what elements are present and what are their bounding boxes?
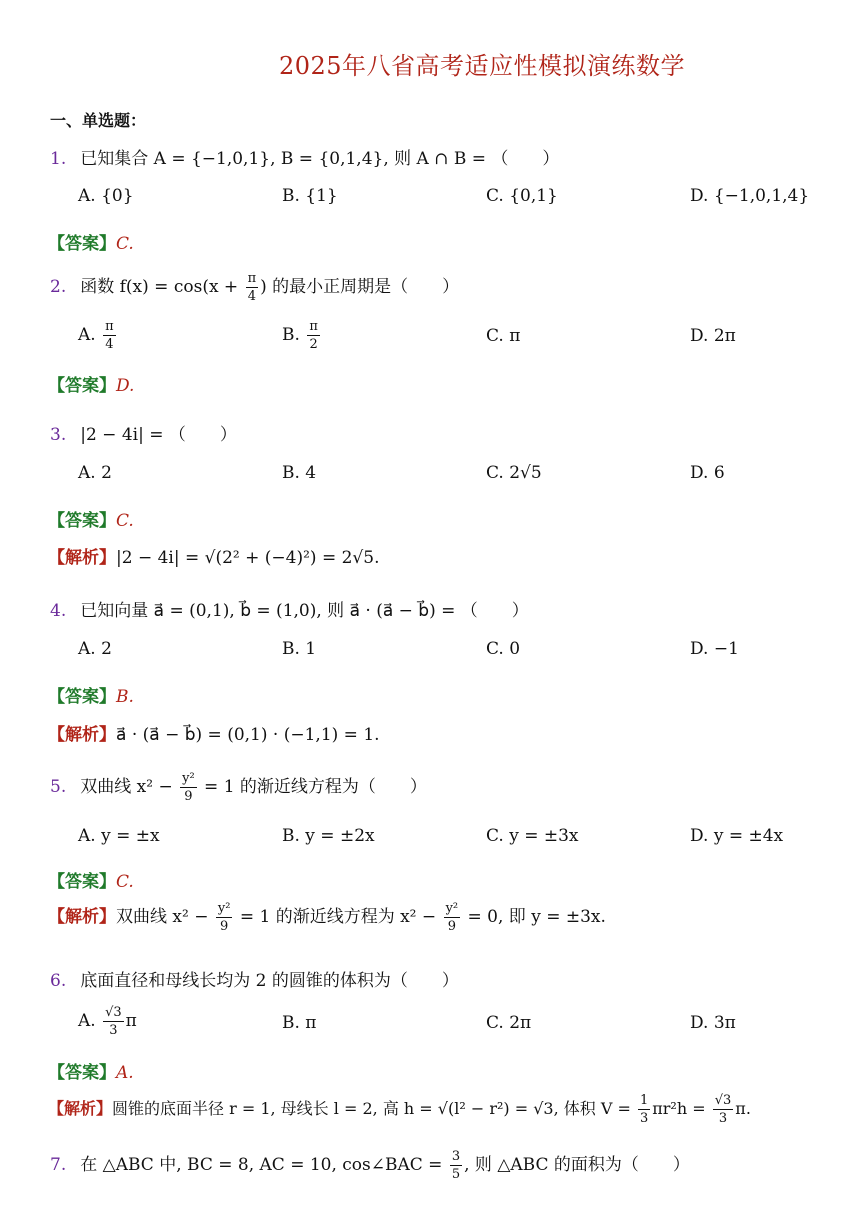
question-text: 已知向量 a⃗ = (0,1), b⃗ = (1,0), 则 a⃗ · (a⃗ − b⃗) = （ ） bbox=[80, 601, 529, 621]
fraction bbox=[216, 902, 233, 933]
fraction-numerator: π bbox=[247, 271, 257, 286]
q6-explanation bbox=[48, 1094, 751, 1125]
fraction-numerator: y² bbox=[217, 901, 231, 916]
fraction-numerator: 3 bbox=[451, 1149, 461, 1164]
question-text: |2 − 4i| = （ ） bbox=[80, 425, 237, 445]
q6-option-b: B. π bbox=[282, 1013, 317, 1033]
answer-tag: 【答案】 bbox=[48, 1063, 116, 1083]
q3-explanation bbox=[48, 543, 379, 568]
fraction-denominator: 5 bbox=[451, 1167, 461, 1182]
fraction-numerator: π bbox=[309, 319, 318, 334]
q5-option-c: C. y = ±3x bbox=[486, 826, 579, 846]
question-text-pre: 在 △ABC 中, BC = 8, AC = 10, cos∠BAC = bbox=[80, 1155, 448, 1175]
fraction-numerator: π bbox=[105, 319, 114, 334]
answer-value: C. bbox=[116, 234, 134, 254]
question-text: 底面直径和母线长均为 2 的圆锥的体积为（ ） bbox=[80, 971, 459, 991]
question-number: 6. bbox=[50, 971, 67, 991]
question-text-post: , 则 △ABC 的面积为（ ） bbox=[464, 1155, 690, 1175]
fraction-numerator: √3 bbox=[105, 1005, 122, 1020]
answer-value: A. bbox=[116, 1063, 134, 1083]
question-number: 3. bbox=[50, 425, 67, 445]
question-number: 7. bbox=[50, 1155, 67, 1175]
answer-value: C. bbox=[116, 511, 134, 531]
option-label: B. bbox=[282, 325, 300, 345]
q2-option-b bbox=[282, 320, 322, 351]
q1-option-b: B. {1} bbox=[282, 186, 338, 206]
q1-option-a: A. {0} bbox=[78, 186, 134, 206]
answer-value: B. bbox=[116, 687, 134, 707]
fraction bbox=[444, 902, 461, 933]
q4-explanation bbox=[48, 720, 380, 745]
question-6 bbox=[50, 966, 459, 991]
question-5 bbox=[50, 772, 427, 803]
fraction-denominator: 9 bbox=[220, 919, 229, 934]
question-text: 已知集合 A = {−1,0,1}, B = {0,1,4}, 则 A ∩ B = （ ） bbox=[80, 149, 560, 169]
answer-value: D. bbox=[116, 376, 135, 396]
fraction-denominator: 9 bbox=[184, 789, 193, 804]
fraction-denominator: 3 bbox=[639, 1111, 649, 1126]
explanation-tag: 【解析】 bbox=[48, 1099, 113, 1118]
option-label: A. bbox=[78, 325, 96, 345]
question-number: 2. bbox=[50, 277, 67, 297]
q1-answer bbox=[48, 229, 134, 254]
explanation-tag: 【解析】 bbox=[48, 548, 116, 568]
question-1 bbox=[50, 144, 559, 169]
explanation-text-pre: 双曲线 x² − bbox=[116, 907, 214, 927]
explanation-text: a⃗ · (a⃗ − b⃗) = (0,1) · (−1,1) = 1. bbox=[116, 725, 380, 745]
q3-option-c: C. 2√5 bbox=[486, 463, 542, 483]
fraction bbox=[638, 1094, 650, 1125]
q4-option-d: D. −1 bbox=[690, 639, 739, 659]
q6-option-a bbox=[78, 1006, 137, 1037]
question-text-post: = 1 的渐近线方程为（ ） bbox=[198, 777, 427, 797]
q6-answer bbox=[48, 1058, 134, 1083]
question-text-post: ) 的最小正周期是（ ） bbox=[260, 277, 460, 297]
fraction bbox=[103, 1006, 124, 1037]
fraction-denominator: 9 bbox=[447, 919, 456, 934]
fraction-denominator: 2 bbox=[309, 337, 318, 352]
explanation-text: |2 − 4i| = √(2² + (−4)²) = 2√5. bbox=[116, 548, 380, 568]
question-text-pre: 函数 f(x) = cos(x + bbox=[80, 277, 244, 297]
page-title: 2025年八省高考适应性模拟演练数学 bbox=[278, 52, 686, 80]
explanation-text-post: π. bbox=[735, 1099, 751, 1118]
q3-option-d: D. 6 bbox=[690, 463, 725, 483]
fraction bbox=[246, 272, 259, 303]
question-7 bbox=[50, 1150, 690, 1181]
fraction-denominator: 3 bbox=[109, 1023, 118, 1038]
q2-option-a bbox=[78, 320, 118, 351]
fraction bbox=[450, 1150, 462, 1181]
q6-option-c: C. 2π bbox=[486, 1013, 532, 1033]
question-text-pre: 双曲线 x² − bbox=[80, 777, 179, 797]
q1-option-d: D. {−1,0,1,4} bbox=[690, 186, 810, 206]
question-number: 5. bbox=[50, 777, 67, 797]
fraction-numerator: 1 bbox=[639, 1093, 649, 1108]
fraction-numerator: y² bbox=[445, 901, 459, 916]
explanation-text-pre: 圆锥的底面半径 r = 1, 母线长 l = 2, 高 h = √(l² − r²) = √3, 体积 V = bbox=[112, 1099, 636, 1118]
fraction bbox=[103, 320, 116, 351]
fraction-denominator: 4 bbox=[247, 289, 256, 304]
answer-tag: 【答案】 bbox=[48, 687, 116, 707]
explanation-text-post: = 0, 即 y = ±3x. bbox=[462, 907, 606, 927]
q1-option-c: C. {0,1} bbox=[486, 186, 558, 206]
q5-option-d: D. y = ±4x bbox=[690, 826, 784, 846]
answer-tag: 【答案】 bbox=[48, 872, 116, 892]
q2-option-c: C. π bbox=[486, 326, 521, 346]
q3-option-a: A. 2 bbox=[78, 463, 112, 483]
q4-answer bbox=[48, 682, 134, 707]
option-suffix: π bbox=[125, 1011, 137, 1031]
option-label: A. bbox=[78, 1011, 96, 1031]
q4-option-c: C. 0 bbox=[486, 639, 521, 659]
fraction-denominator: 4 bbox=[105, 337, 114, 352]
answer-tag: 【答案】 bbox=[48, 511, 116, 531]
answer-value: C. bbox=[116, 872, 134, 892]
question-2 bbox=[50, 272, 459, 303]
q4-option-b: B. 1 bbox=[282, 639, 317, 659]
fraction bbox=[713, 1094, 734, 1125]
q4-option-a: A. 2 bbox=[78, 639, 112, 659]
explanation-tag: 【解析】 bbox=[48, 907, 116, 927]
section-label: 一、单选题： bbox=[50, 111, 147, 130]
q6-option-d: D. 3π bbox=[690, 1013, 736, 1033]
q2-option-d: D. 2π bbox=[690, 326, 736, 346]
question-4 bbox=[50, 596, 529, 621]
q5-answer bbox=[48, 867, 134, 892]
explanation-text-mid: πr²h = bbox=[652, 1099, 711, 1118]
fraction-numerator: √3 bbox=[714, 1093, 732, 1108]
question-3 bbox=[50, 420, 237, 445]
q3-option-b: B. 4 bbox=[282, 463, 317, 483]
q3-answer bbox=[48, 506, 134, 531]
fraction bbox=[180, 772, 197, 803]
fraction bbox=[307, 320, 320, 351]
question-number: 1. bbox=[50, 149, 67, 169]
fraction-numerator: y² bbox=[182, 771, 195, 786]
q2-answer bbox=[48, 371, 134, 396]
answer-tag: 【答案】 bbox=[48, 376, 116, 396]
explanation-tag: 【解析】 bbox=[48, 725, 116, 745]
answer-tag: 【答案】 bbox=[48, 234, 116, 254]
q5-option-a: A. y = ±x bbox=[78, 826, 160, 846]
fraction-denominator: 3 bbox=[718, 1111, 728, 1126]
question-number: 4. bbox=[50, 601, 67, 621]
explanation-text-mid: = 1 的渐近线方程为 x² − bbox=[234, 907, 442, 927]
q5-explanation bbox=[48, 902, 606, 933]
q5-option-b: B. y = ±2x bbox=[282, 826, 375, 846]
